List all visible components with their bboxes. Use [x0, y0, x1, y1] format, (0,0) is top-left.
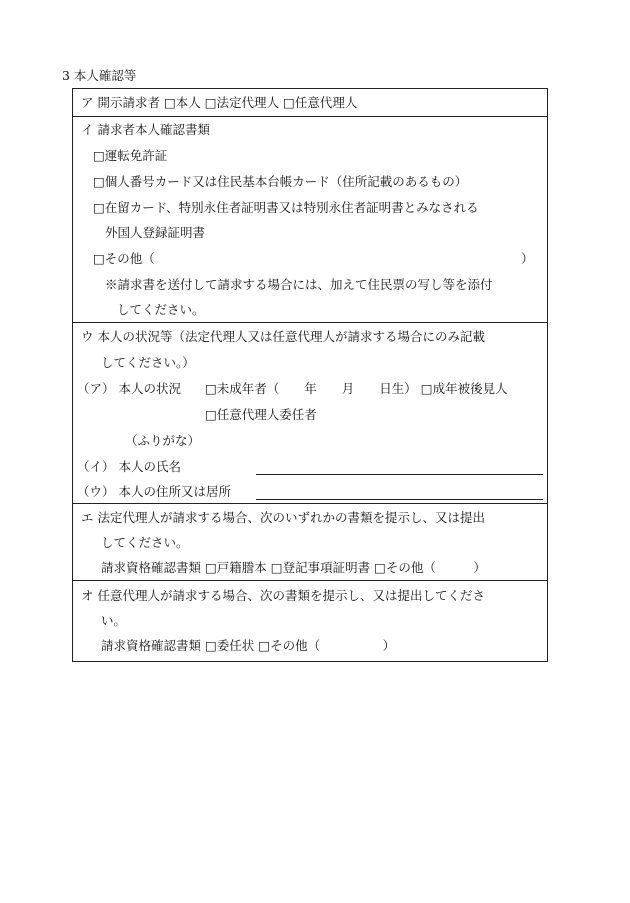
- requester-line: ア 開示請求者 □本人 □法定代理人 □任意代理人: [81, 95, 358, 110]
- furigana-label: （ふりがな）: [125, 433, 201, 448]
- principal-status-options[interactable]: □未成年者（ 年 月 日生） □成年被後見人: [205, 381, 508, 396]
- principal-status-label: （ア） 本人の状況: [77, 381, 181, 396]
- other-document-checkbox[interactable]: □その他（: [93, 251, 155, 266]
- identity-documents-section: [73, 116, 547, 322]
- requester-section: [73, 89, 547, 116]
- principal-agent-delegator-checkbox[interactable]: □任意代理人委任者: [205, 407, 317, 422]
- legal-agent-documents[interactable]: 請求資格確認書類 □戸籍謄本 □登記事項証明書 □その他（ ）: [101, 560, 486, 575]
- principal-name-field[interactable]: [256, 474, 543, 475]
- my-number-card-checkbox[interactable]: □個人番号カード又は住民基本台帳カード（住所記載のあるもの）: [93, 174, 468, 189]
- principal-status-title: ウ 本人の状況等（法定代理人又は任意代理人が請求する場合にのみ記載: [81, 329, 485, 344]
- residence-card-checkbox[interactable]: □在留カード、特別永住者証明書又は特別永住者証明書とみなされる: [93, 200, 479, 215]
- legal-agent-title-cont: してください。: [101, 535, 189, 550]
- identity-documents-title: イ 請求者本人確認書類: [81, 122, 210, 137]
- mail-request-note: ※請求書を送付して請求する場合には、加えて住民票の写し等を添付: [105, 277, 493, 292]
- legal-agent-title: エ 法定代理人が請求する場合、次のいずれかの書類を提示し、又は提出: [81, 510, 485, 525]
- identity-confirmation-form: [72, 88, 548, 662]
- voluntary-agent-documents[interactable]: 請求資格確認書類 □委任状 □その他（ ）: [101, 638, 396, 653]
- principal-status-section: [73, 322, 547, 503]
- mail-request-note-cont: してください。: [117, 302, 205, 317]
- principal-status-title-cont: してください。）: [101, 355, 195, 370]
- principal-address-label: （ウ） 本人の住所又は居所: [77, 484, 231, 499]
- voluntary-agent-title: オ 任意代理人が請求する場合、次の書類を提示し、又は提出してくださ: [81, 588, 485, 603]
- legal-agent-section: [73, 503, 547, 580]
- residence-card-label-cont: 外国人登録証明書: [105, 225, 206, 240]
- voluntary-agent-title-cont: い。: [101, 613, 127, 628]
- other-document-close-paren: ）: [521, 251, 534, 266]
- principal-address-field[interactable]: [256, 499, 543, 500]
- voluntary-agent-section: [73, 580, 547, 661]
- principal-name-label: （イ） 本人の氏名: [77, 459, 181, 474]
- drivers-license-checkbox[interactable]: □運転免許証: [93, 148, 168, 163]
- section-heading: 3 本人確認等: [62, 68, 137, 83]
